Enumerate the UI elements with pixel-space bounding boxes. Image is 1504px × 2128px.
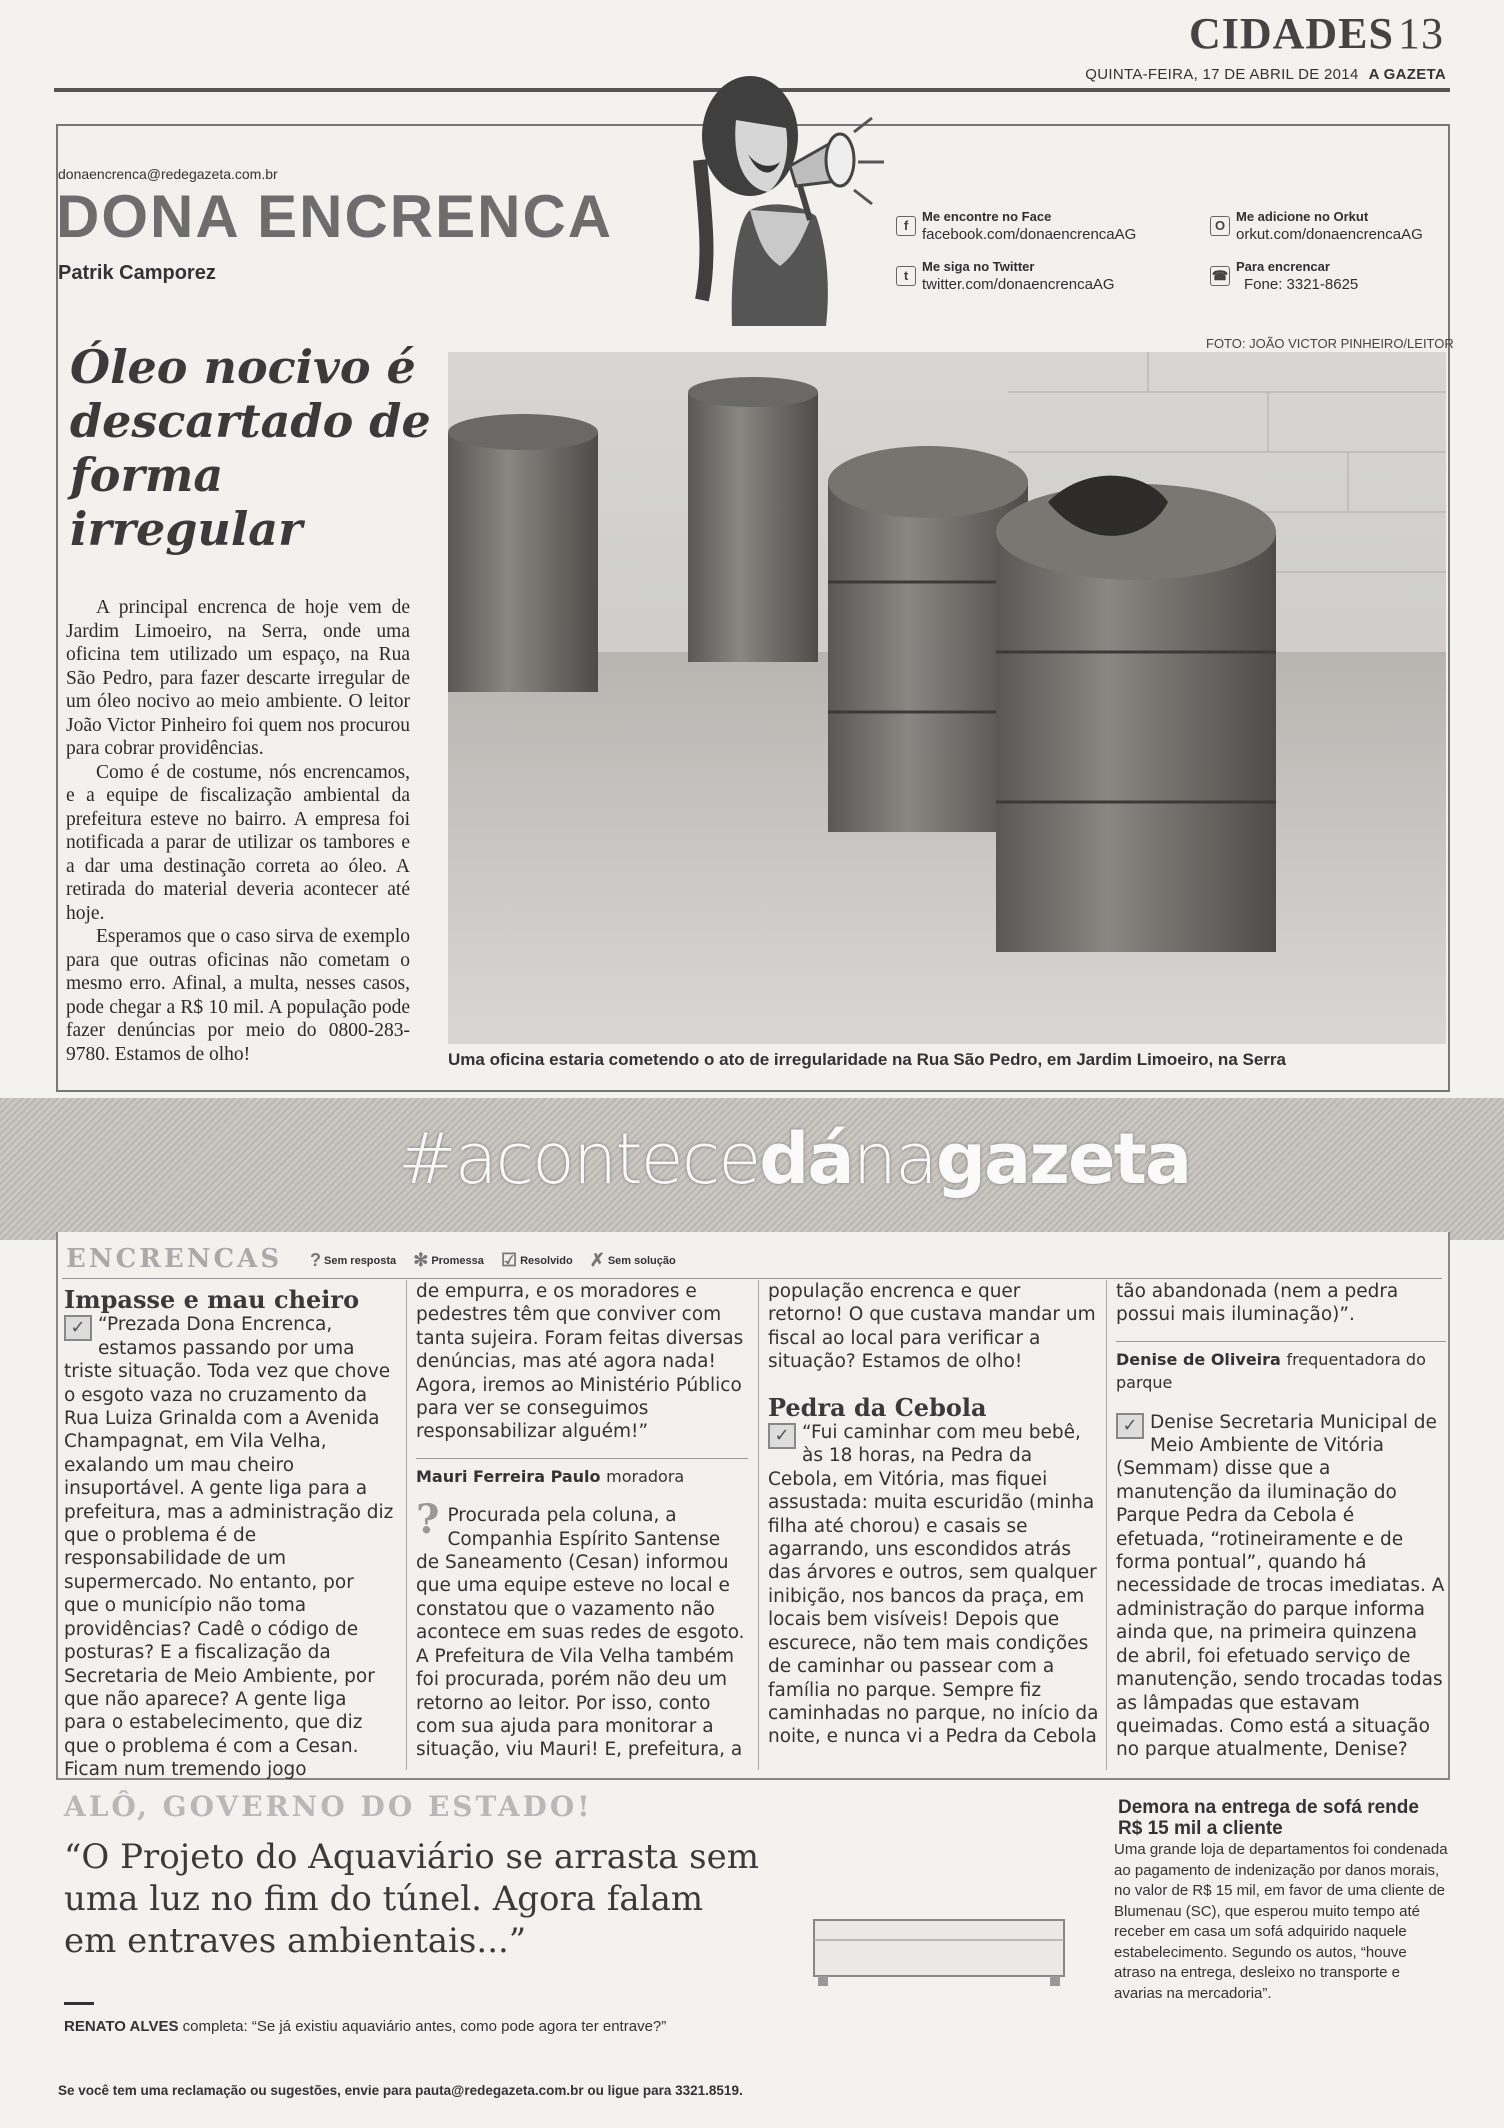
lead-paragraph: Como é de costume, nós encrencamos, e a equipe de fiscalização ambiental da prefeitura esteve no bairro. A empresa foi notificada a parar de utilizar os tambores e a dar uma destinação correta ao óleo. A retirada do material deveria acontecer até hoje.	[66, 761, 410, 924]
facebook-icon: f	[896, 216, 916, 236]
pedra-letter-cont: tão abandonada (nem a pedra possui mais iluminação)”.	[1116, 1281, 1399, 1326]
impasse-title: Impasse e mau cheiro	[64, 1285, 360, 1314]
main-headline: Óleo nocivo é descartado de forma irregular	[70, 340, 431, 556]
encrencas-rule	[62, 1278, 1442, 1279]
column-email[interactable]: donaencrenca@redegazeta.com.br	[58, 166, 278, 182]
photo-credit: FOTO: JOÃO VICTOR PINHEIRO/LEITOR	[1206, 336, 1454, 351]
pedra-signature: Denise de Oliveira frequentadora do parque	[1116, 1341, 1446, 1395]
column-divider	[1106, 1280, 1107, 1770]
question-icon: ?	[416, 1496, 440, 1544]
sofa-body: Uma grande loja de departamentos foi condenada ao pagamento de indenização por danos morais, no valor de R$ 15 mil, em favor de uma cliente de Blumenau (SC), que esperou muito tempo até receber em casa um sofá adquirido naquele estabelecimento. Segundo os autos, “houve atraso na entrega, desleixo no transporte e avarias na mercadoria”.	[1114, 1841, 1448, 2002]
encrenca-impasse	[64, 1280, 394, 1782]
impasse-letter-cont: de empurra, e os moradores e pedestres têm que conviver com tanta sujeira. Foram feitas diversas denúncias, mas até agora nada! Agora, iremos ao Ministério Público para ver se conseguimos responsabilizar alguém!”	[416, 1281, 744, 1443]
orkut-icon: O	[1210, 216, 1230, 236]
pedra-title: Pedra da Cebola	[768, 1392, 987, 1422]
impasse-signature: Mauri Ferreira Paulo moradora	[416, 1458, 748, 1488]
resolved-check-icon: ✓	[1116, 1413, 1144, 1439]
twitter-icon: t	[896, 266, 916, 286]
sun-icon: ✻	[413, 1250, 429, 1270]
contact-phone[interactable]: ☎ Para encrencar Fone: 3321-8625	[1211, 259, 1359, 293]
contact-twitter[interactable]: t Me siga no Twitter twitter.com/donaencrencaAG	[922, 258, 1115, 294]
check-icon: ✓	[64, 1315, 92, 1341]
check-icon: ✓	[768, 1423, 796, 1449]
sofa-headline: Demora na entrega de sofá rende R$ 15 mil a cliente	[1118, 1797, 1419, 1839]
encrencas-title: ENCRENCAS	[66, 1244, 283, 1274]
check-icon: ☑	[500, 1250, 518, 1270]
megaphone-mascot-illustration	[640, 70, 890, 326]
question-icon: ?	[310, 1250, 321, 1270]
main-story-text	[66, 596, 410, 1066]
encrenca-pedra-cont	[1116, 1280, 1446, 1762]
phone-icon: ☎	[1210, 266, 1230, 286]
column-divider	[758, 1280, 759, 1770]
contact-facebook[interactable]: f Me encontre no Face facebook.com/donaencrencaAG	[922, 208, 1136, 244]
x-icon: ✗	[589, 1250, 605, 1270]
impasse-reply: Procurada pela coluna, a Companhia Espírito Santense de Saneamento (Cesan) informou que uma equipe esteve no local e constatou que o vazamento não acontece em suas redes de esgoto. A Prefeitura de Vila Velha também foi procurada, porém não deu um retorno ao leitor. Por isso, conto com sua ajuda para monitorar a situação, viu Mauri! E, prefeitura, a	[416, 1505, 745, 1761]
barrel	[688, 377, 818, 662]
section-title: CIDADES13	[1188, 9, 1444, 58]
contact-orkut[interactable]: O Me adicione no Orkut orkut.com/donaencrencaAG	[1236, 208, 1423, 244]
lead-paragraph: A principal encrenca de hoje vem de Jardim Limoeiro, na Serra, onde uma oficina tem utilizado um espaço, na Rua São Pedro, para fazer descarte irregular de um óleo nocivo ao meio ambiente. O leitor João Victor Pinheiro foi quem nos procurou para cobrar providências.	[66, 597, 410, 759]
lead-paragraph: Esperamos que o caso sirva de exemplo para que outras oficinas não cometam o mesmo erro. Afinal, a multa, nesses casos, pode chegar a R$ 10 mil. A população pode fazer denúncias por meio do 0800-283-9780. Estamos de olho!	[66, 926, 410, 1065]
pedra-letter: “Fui caminhar com meu bebê, às 18 horas, na Pedra da Cebola, em Vitória, mas fiquei assustada: muita escuridão (minha filha até chorou) e casais se agarrando, uns escondidos atrás das árvores e outros, sem qualquer inibição, nos bancos da praça, em locais bem visíveis! Depois que escurece, não tem mais condições de caminhar ou passear com a família no parque. Sempre fiz caminhadas no parque, no início da noite, e nunca vi a Pedra da Cebola	[768, 1422, 1099, 1748]
quote-attribution: RENATO ALVES completa: “Se já existiu aquaviário antes, como pode agora ter entrave?”	[64, 2018, 667, 2035]
quote-rule	[64, 2002, 94, 2005]
impasse-letter: “Prezada Dona Encrenca, estamos passando por uma triste situação. Toda vez que chove o esgoto vaza no cruzamento da Rua Luiza Grinalda com a Avenida Champagnat, em Vila Velha, exalando um mau cheiro insuportável. A gente liga para a prefeitura, mas a administração diz que o problema é de responsabilidade de um supermercado. No entanto, por que o município não toma providências? Cadê o código de posturas? E a fiscalização da Secretaria de Meio Ambiente, por que não aparece? A gente liga para o estabelecimento, que diz que o problema é com a Cesan. Ficam num tremendo jogo	[64, 1314, 394, 1781]
column-title: DONA ENCRENCA	[56, 183, 614, 250]
impasse-reply-cont: população encrenca e quer retorno! O que custava mandar um fiscal ao local para verificar a situação? Estamos de olho!	[768, 1281, 1096, 1373]
sofa-illustration	[804, 1910, 1074, 1990]
hashtag-banner-text[interactable]: #acontecedánagazeta	[398, 1118, 1191, 1200]
footer-contact: Se você tem uma reclamação ou sugestões, envie para pauta@redegazeta.com.br ou ligue para 3321.8519.	[58, 2083, 743, 2098]
alo-governo-title: ALÔ, GOVERNO DO ESTADO!	[64, 1790, 593, 1823]
encrenca-impasse-cont	[416, 1280, 748, 1762]
column-author: Patrik Camporez	[58, 262, 216, 284]
barrel	[448, 414, 598, 692]
alo-governo-quote: “O Projeto do Aquaviário se arrasta sem uma luz no fim do túnel. Agora falam em entraves ambientais...”	[64, 1837, 759, 1961]
photo-caption: Uma oficina estaria cometendo o ato de irregularidade na Rua São Pedro, em Jardim Limoeiro, na Serra	[448, 1050, 1286, 1069]
barrel	[996, 476, 1276, 952]
dateline: QUINTA-FEIRA, 17 DE ABRIL DE 2014 A GAZETA	[1085, 66, 1446, 83]
oil-barrels-photo	[448, 352, 1446, 1044]
status-legend: ? Sem resposta ✻ Promessa ☑ Resolvido ✗ Sem solução	[310, 1250, 676, 1270]
column-divider	[406, 1280, 407, 1770]
encrenca-pedra	[768, 1280, 1100, 1749]
pedra-reply: Denise Secretaria Municipal de Meio Ambiente de Vitória (Semmam) disse que a manutenção da iluminação do Parque Pedra da Cebola é efetuada, “rotineiramente e de forma pontual”, quando há necessidade de trocas imediatas. A administração do parque informa ainda que, na primeira quinzena de abril, foi efetuado serviço de manutenção, sendo trocadas todas as lâmpadas que estavam queimadas. Como está a situação no parque atualmente, Denise?	[1116, 1411, 1445, 1761]
